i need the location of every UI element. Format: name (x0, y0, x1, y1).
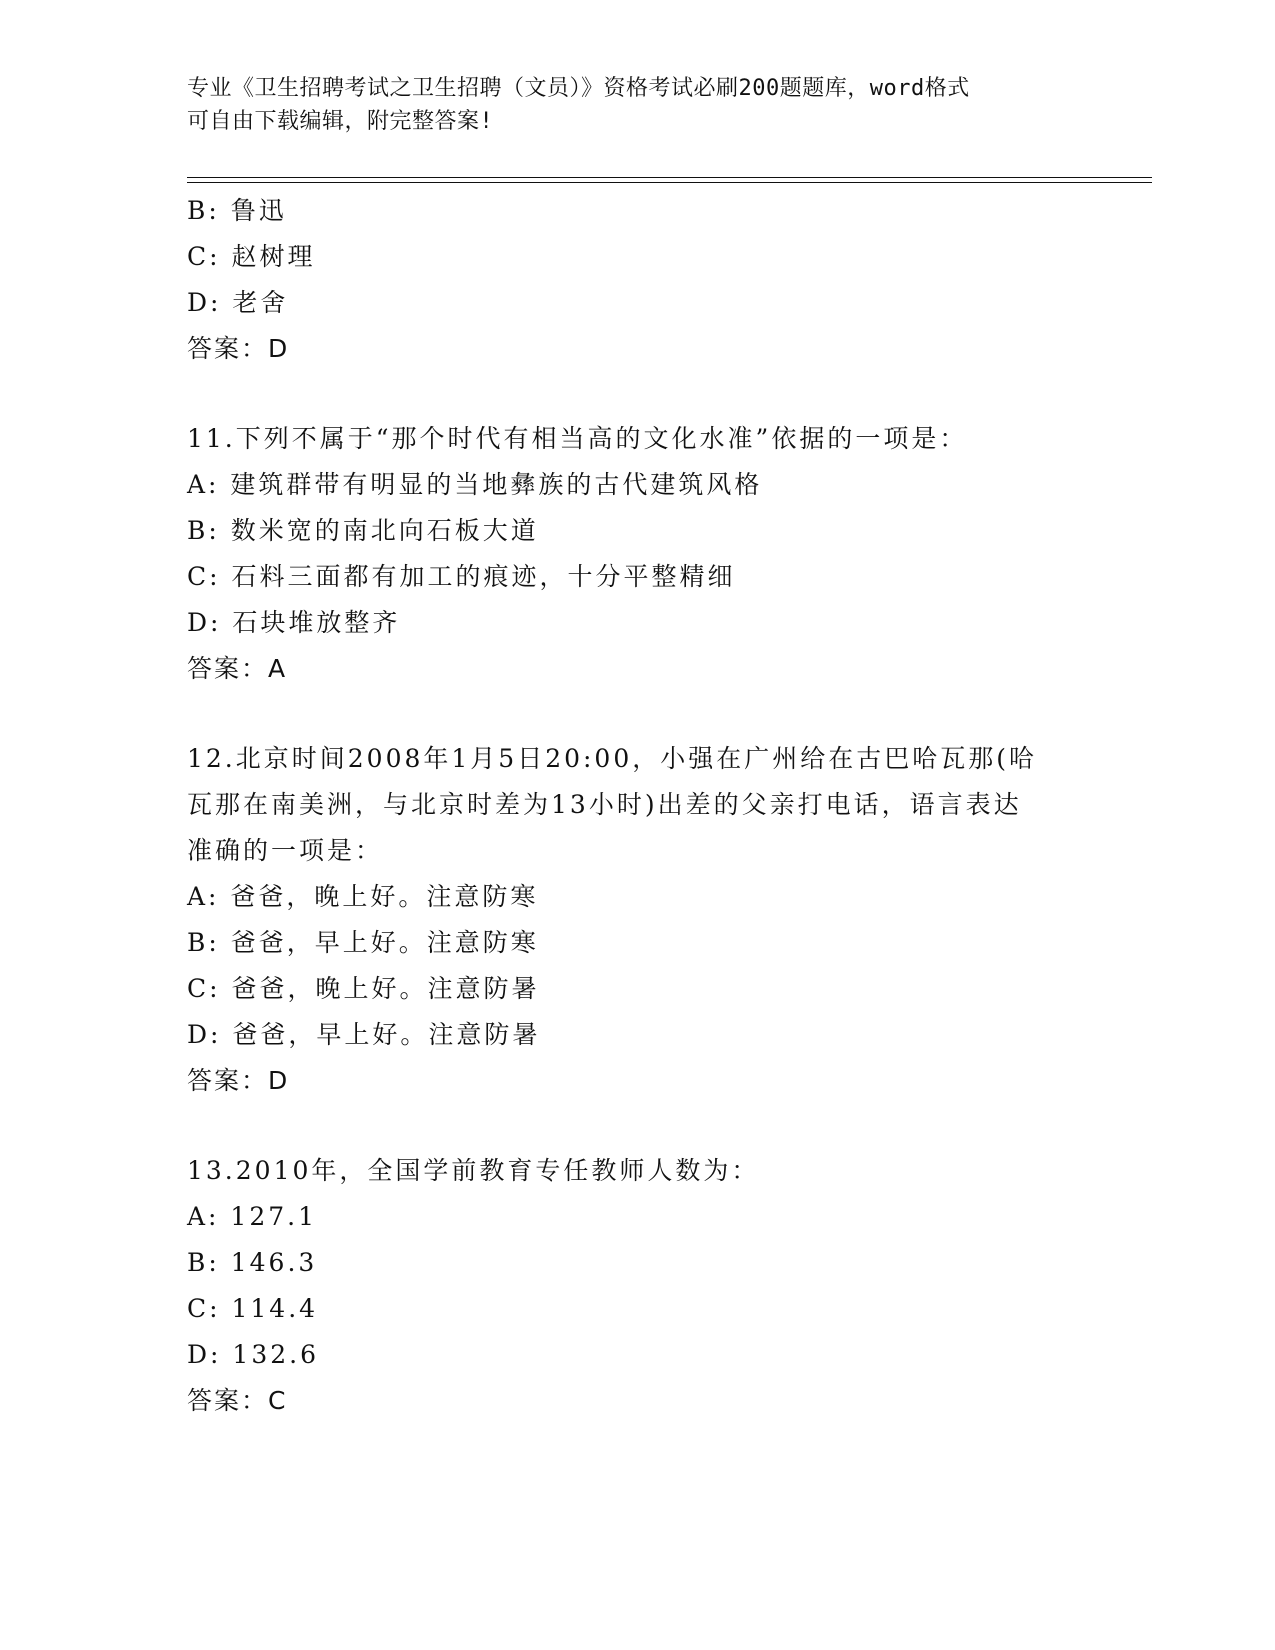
option-b: B: 鲁迅 (187, 196, 287, 225)
option-b: B: 爸爸，早上好。注意防寒 (187, 928, 539, 957)
question-12-block (187, 736, 1087, 1104)
document-body (187, 188, 1087, 1424)
question-13-block (187, 1148, 1087, 1424)
option-b: B: 146.3 (187, 1248, 318, 1277)
option-a: A: 建筑群带有明显的当地彝族的古代建筑风格 (187, 470, 763, 499)
option-d: D: 爸爸，早上好。注意防暑 (187, 1020, 541, 1049)
header-divider-top (187, 177, 1152, 178)
page-header (187, 72, 1067, 138)
option-c: C: 赵树理 (187, 242, 316, 271)
answer-line: 答案：C (187, 1386, 288, 1415)
option-c: C: 114.4 (187, 1294, 319, 1323)
answer-line: 答案：A (187, 654, 288, 683)
option-c: C: 爸爸，晚上好。注意防暑 (187, 974, 540, 1003)
question-text-line-3: 准确的一项是： (187, 836, 384, 865)
option-c: C: 石料三面都有加工的痕迹，十分平整精细 (187, 562, 736, 591)
header-title-line-1: 专业《卫生招聘考试之卫生招聘（文员）》资格考试必刷200题题库，word格式 (187, 76, 970, 101)
option-a: A: 127.1 (187, 1202, 317, 1231)
header-divider-bottom (187, 182, 1152, 183)
answer-line: 答案：D (187, 334, 290, 363)
option-d: D: 132.6 (187, 1340, 319, 1369)
question-11-block (187, 416, 1087, 692)
question-text-line-2: 瓦那在南美洲，与北京时差为13小时)出差的父亲打电话，语言表达 (187, 790, 1022, 819)
question-10-block (187, 188, 1087, 372)
question-text: 13.2010年，全国学前教育专任教师人数为： (187, 1156, 760, 1185)
option-a: A: 爸爸，晚上好。注意防寒 (187, 882, 539, 911)
option-d: D: 石块堆放整齐 (187, 608, 401, 637)
question-text: 11.下列不属于“那个时代有相当高的文化水准”依据的一项是： (187, 424, 968, 453)
option-d: D: 老舍 (187, 288, 289, 317)
answer-line: 答案：D (187, 1066, 290, 1095)
question-text-line-1: 12.北京时间2008年1月5日20:00，小强在广州给在古巴哈瓦那(哈 (187, 744, 1037, 773)
header-title-line-2: 可自由下载编辑，附完整答案! (187, 109, 494, 134)
option-b: B: 数米宽的南北向石板大道 (187, 516, 539, 545)
